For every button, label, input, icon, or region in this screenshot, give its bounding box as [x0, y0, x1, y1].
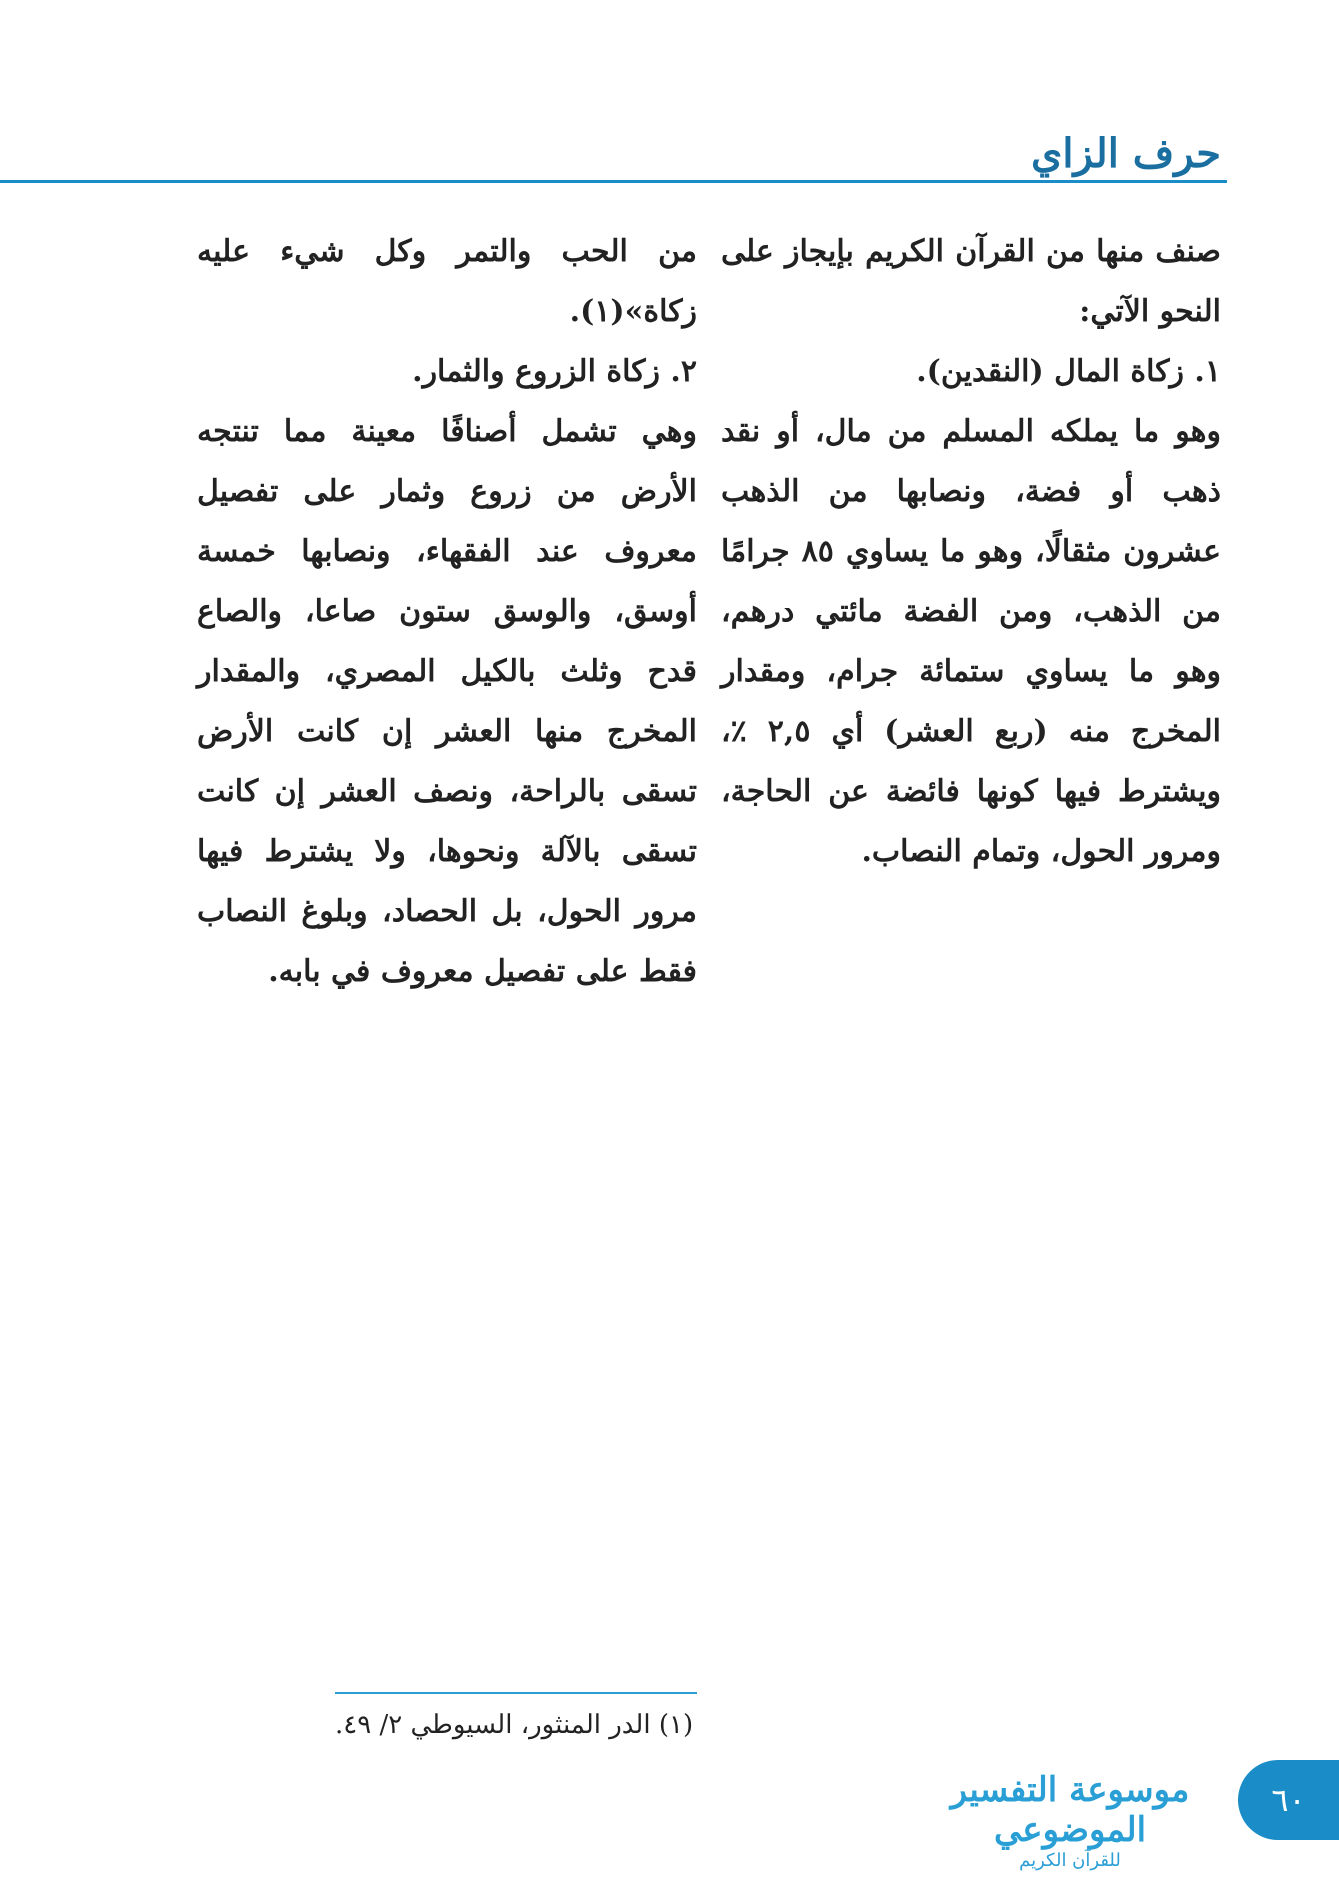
logo-title: موسوعة التفسير الموضوعي — [950, 1770, 1190, 1850]
section-heading: ١. زكاة المال (النقدين). — [916, 354, 1221, 389]
header-rule — [0, 180, 1227, 183]
logo-subtitle: للقرآن الكريم — [1019, 1850, 1121, 1871]
paragraph: من الحب والتمر وكل شيء عليه زكاة»(١). — [197, 234, 697, 329]
page-number: ٦٠ — [1238, 1760, 1339, 1840]
right-column — [721, 222, 1221, 882]
footnote-rule — [335, 1692, 697, 1694]
paragraph: وهو ما يملكه المسلم من مال، أو نقد ذهب أو فضة، ونصابها من الذهب عشرون مثقالًا، وهو ما يساوي ٨٥ جرامًا من الذهب، ومن الفضة مائتي درهم، وهو ما يساوي ستمائة جرام، ومقدار المخرج منه (ربع العشر) أي ٢,٥ ٪، ويشترط فيها كونها فائضة عن الحاجة، ومرور الحول، وتمام النصاب. — [721, 414, 1221, 869]
left-column — [197, 222, 697, 1002]
section-heading: ٢. زكاة الزروع والثمار. — [412, 354, 697, 389]
footnote: (١) الدر المنثور، السيوطي ٢/ ٤٩. — [335, 1710, 694, 1740]
paragraph: وهي تشمل أصنافًا معينة مما تنتجه الأرض من زروع وثمار على تفصيل معروف عند الفقهاء، ونصابها خمسة أوسق، والوسق ستون صاعا، والصاع قدح وثلث بالكيل المصري، والمقدار المخرج منها العشر إن كانت الأرض تسقى بالراحة، ونصف العشر إن كانت تسقى بالآلة ونحوها، ولا يشترط فيها مرور الحول، بل الحصاد، وبلوغ النصاب فقط على تفصيل معروف في بابه. — [197, 414, 697, 989]
encyclopedia-logo — [920, 1770, 1220, 1871]
paragraph: صنف منها من القرآن الكريم بإيجاز على النحو الآتي: — [721, 234, 1221, 329]
running-header: حرف الزاي — [1031, 130, 1221, 177]
